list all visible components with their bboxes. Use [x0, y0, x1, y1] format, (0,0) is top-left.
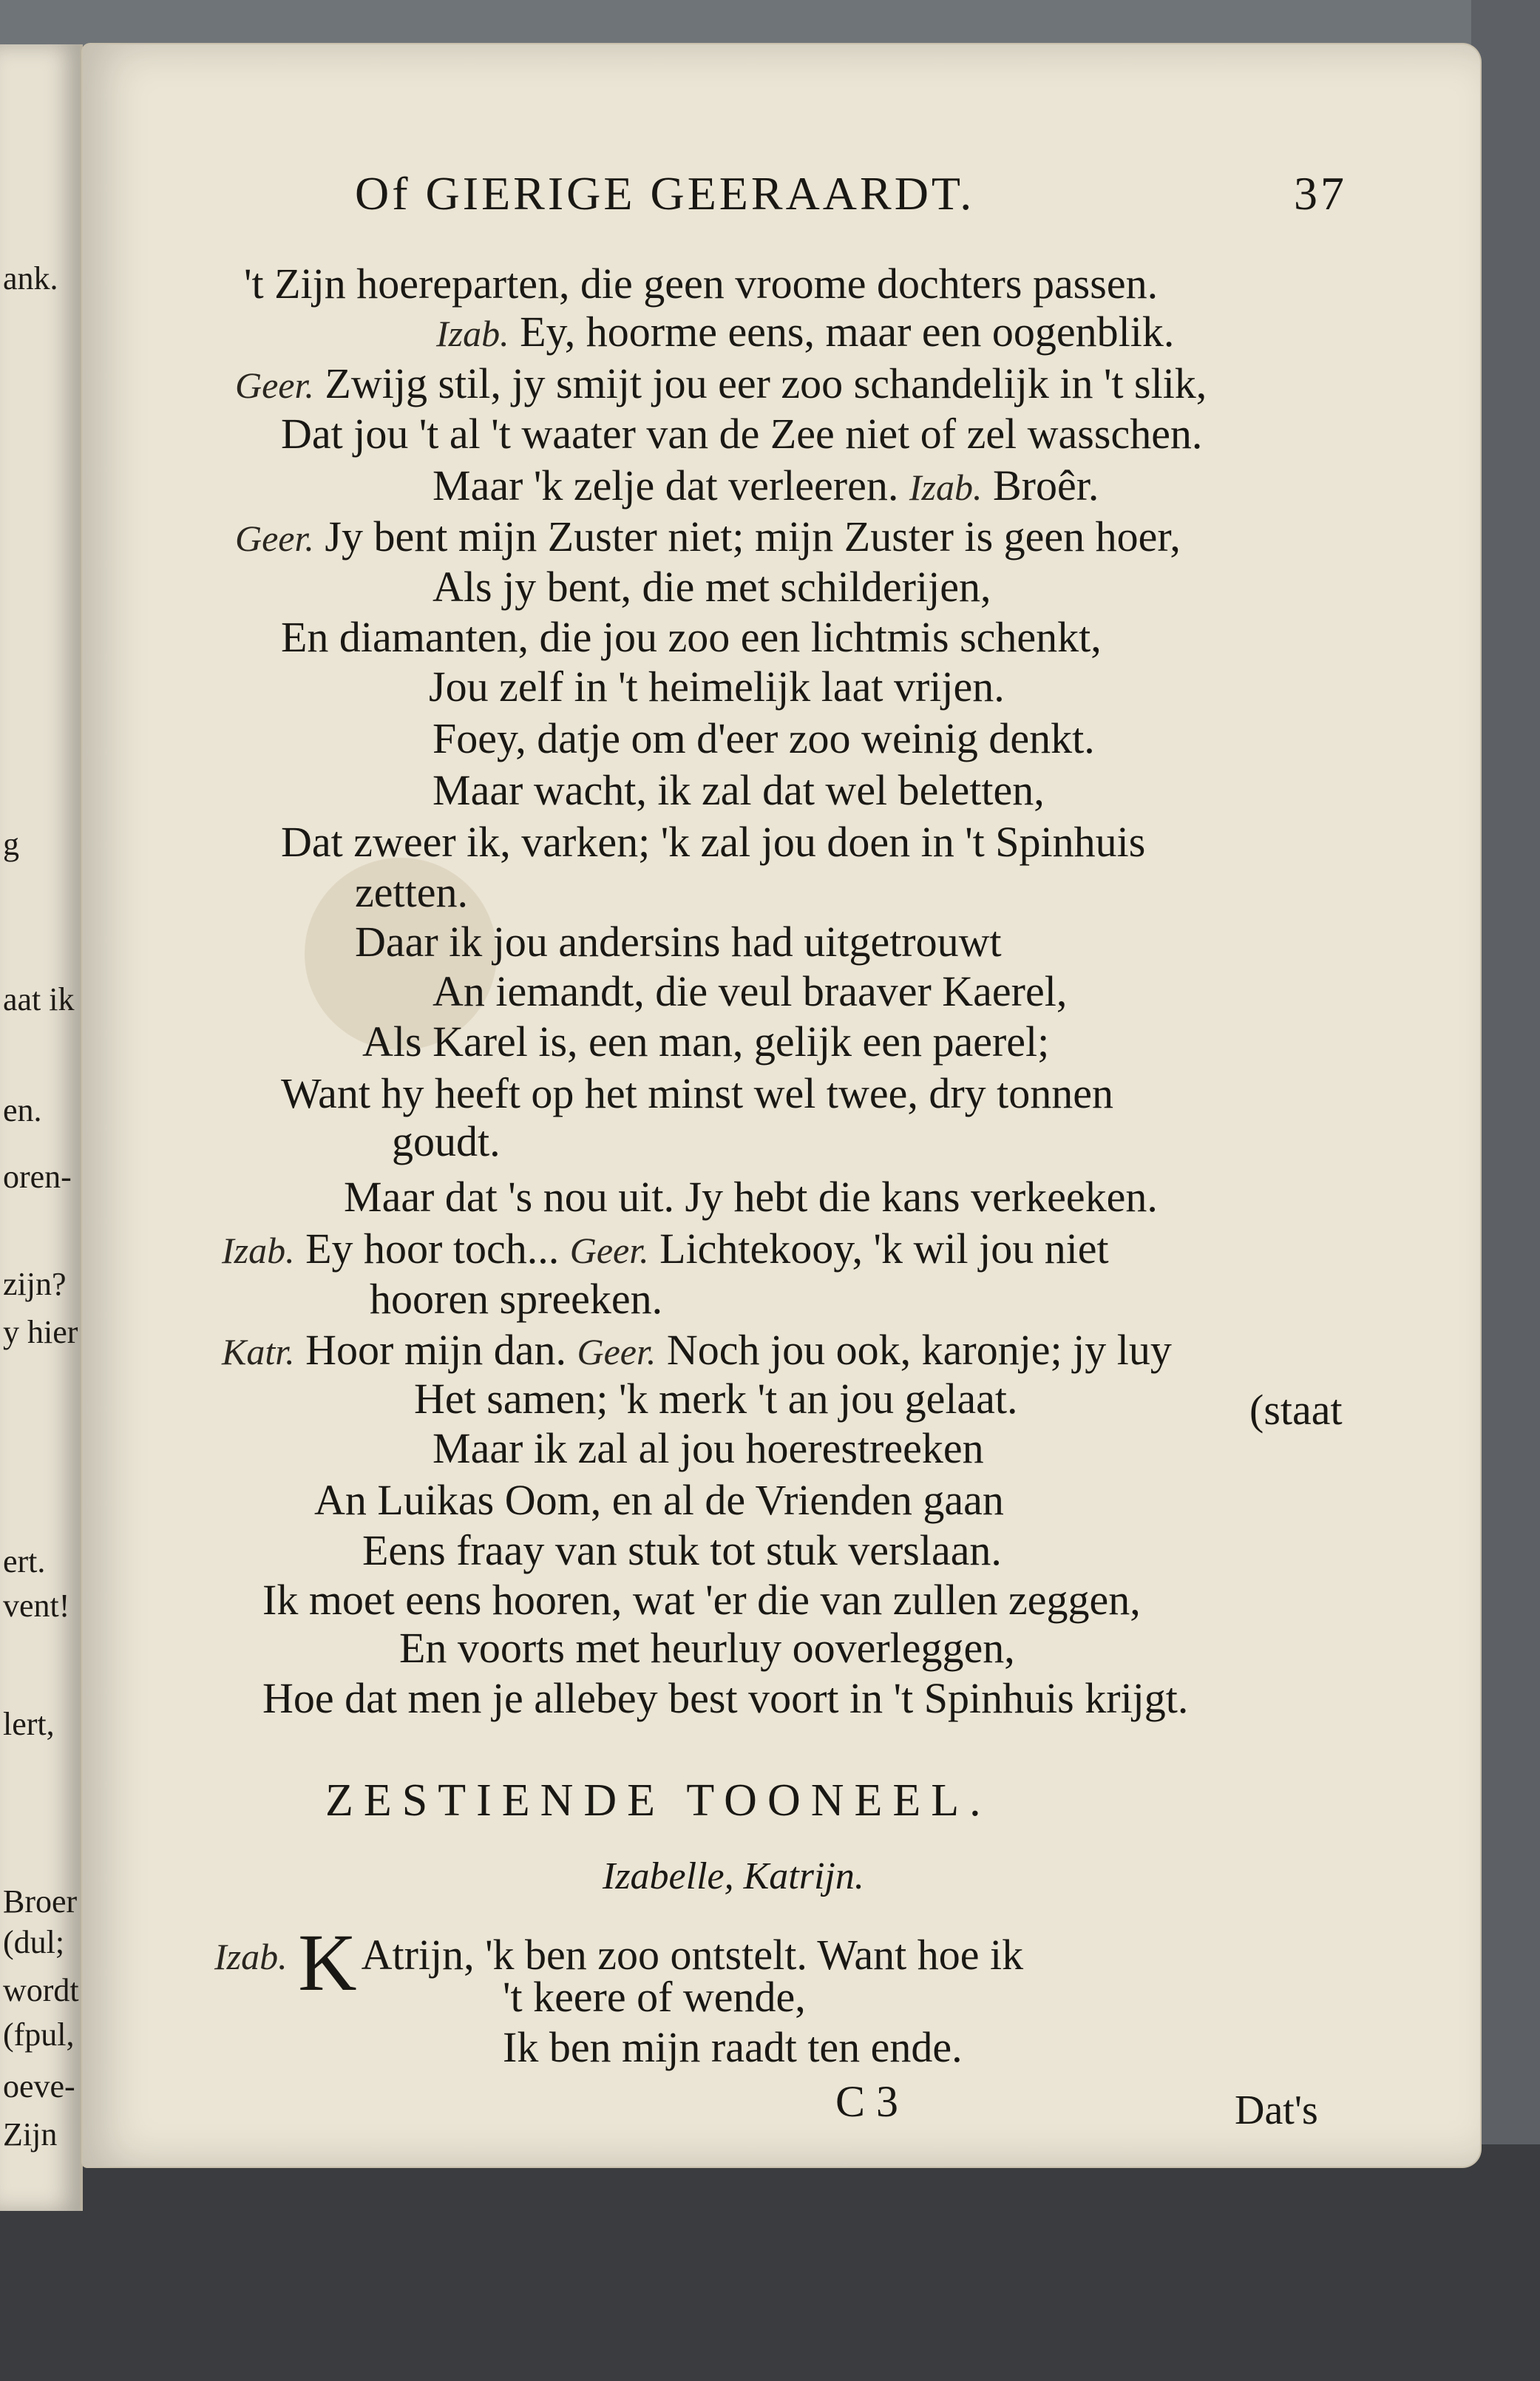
left-page-fragment: ert.	[3, 1543, 46, 1579]
speaker-label: Geer.	[577, 1331, 657, 1372]
verse-line: An Luikas Oom, en al de Vrienden gaan	[314, 1476, 1004, 1524]
left-page-fragment: g	[3, 826, 19, 862]
left-page-fragment: ank.	[3, 260, 58, 297]
verse-line: Als Karel is, een man, gelijk een paerel;	[362, 1017, 1050, 1066]
verse-line: Izab. K Atrijn, 'k ben zoo ontstelt. Want hoe ik	[214, 1917, 1024, 2008]
verse-line: Foey, datje om d'eer zoo weinig denkt.	[433, 714, 1095, 762]
verse-line: Geer. Jy bent mijn Zuster niet; mijn Zuster is geen hoer,	[235, 512, 1181, 560]
verse-line: Dat zweer ik, varken; 'k zal jou doen in 't Spinhuis	[281, 818, 1146, 866]
page-number: 37	[1294, 167, 1347, 220]
verse-line: Als jy bent, die met schilderijen,	[433, 563, 991, 611]
verse-line-turnover: (staat	[1249, 1386, 1343, 1434]
verse-line: Katr. Hoor mijn dan. Geer. Noch jou ook, karonje; jy luy	[222, 1326, 1172, 1374]
left-page-fragment: vent!	[3, 1588, 70, 1624]
left-page-fragment: en.	[3, 1092, 42, 1128]
left-page-fragment: (fpul,	[3, 2016, 75, 2053]
scene-heading: ZESTIENDE TOONEEL.	[325, 1775, 991, 1826]
verse-line: Ik ben mijn raadt ten ende.	[503, 2023, 963, 2071]
catchword: Dat's	[1235, 2087, 1318, 2133]
left-page-fragment: Broer	[3, 1883, 78, 1920]
verse-line: goudt.	[392, 1117, 501, 1165]
speaker-label: Izab.	[222, 1230, 295, 1271]
left-page-fragment: y hier	[3, 1314, 78, 1350]
left-page-fragment: zijn?	[3, 1266, 67, 1302]
verse-line: Izab. Ey hoor toch... Geer. Lichtekooy, 'k wil jou niet	[222, 1225, 1109, 1273]
speaker-label: Izab.	[436, 313, 509, 354]
speaker-label: Geer.	[235, 365, 314, 406]
signature-mark: C 3	[835, 2077, 899, 2126]
verse-line: Daar ik jou andersins had uitgetrouwt	[355, 918, 1002, 966]
drop-cap: K	[298, 1917, 357, 2008]
left-page-fragment: Zijn	[3, 2116, 58, 2153]
verse-line: Dat jou 't al 't waater van de Zee niet of zel wasschen.	[281, 410, 1203, 458]
verse-line: En voorts met heurluy ooverleggen,	[399, 1624, 1015, 1672]
left-page-fragment: aat ik	[3, 981, 75, 1017]
left-facing-page	[0, 44, 83, 2211]
verse-line: Geer. Zwijg stil, jy smijt jou eer zoo schandelijk in 't slik,	[235, 359, 1207, 407]
verse-line: 't keere of wende,	[503, 1973, 806, 2021]
verse-line: Jou zelf in 't heimelijk laat vrijen.	[429, 663, 1005, 711]
verse-line: Maar wacht, ik zal dat wel beletten,	[433, 766, 1045, 814]
left-page-fragment: lert,	[3, 1706, 55, 1742]
left-page-fragment: oeve-	[3, 2068, 75, 2104]
verse-line: Het samen; 'k merk 't an jou gelaat.	[414, 1375, 1018, 1423]
scene-characters: Izabelle, Katrijn.	[603, 1855, 864, 1897]
speaker-label: Katr.	[222, 1331, 295, 1372]
verse-line: 't Zijn hoereparten, die geen vroome dochters passen.	[244, 260, 1159, 308]
verse-line: Maar ik zal al jou hoerestreeken	[433, 1424, 984, 1472]
verse-line: Want hy heeft op het minst wel twee, dry tonnen	[281, 1069, 1114, 1117]
verse-line: Maar 'k zelje dat verleeren. Izab. Broêr.	[433, 461, 1099, 509]
verse-line: Eens fraay van stuk tot stuk verslaan.	[362, 1526, 1002, 1574]
left-page-fragment: (dul;	[3, 1924, 65, 1960]
verse-line: An iemandt, die veul braaver Kaerel,	[433, 967, 1068, 1015]
left-page-fragment: oren-	[3, 1159, 72, 1195]
speaker-label: Geer.	[235, 518, 314, 559]
verse-line: Hoe dat men je allebey best voort in 't Spinhuis krijgt.	[262, 1674, 1189, 1722]
page-header	[355, 137, 1464, 226]
verse-line: En diamanten, die jou zoo een lichtmis schenkt,	[281, 613, 1102, 661]
verse-line: hooren spreeken.	[370, 1275, 663, 1323]
running-title: Of GIERIGE GEERAARDT.	[355, 167, 975, 220]
speaker-label: Izab.	[909, 467, 983, 508]
verse-line: Izab. Ey, hoorme eens, maar een oogenblik.	[436, 308, 1175, 356]
verse-line: Maar dat 's nou uit. Jy hebt die kans verkeeken.	[344, 1173, 1158, 1221]
desk-background-bottom	[0, 2144, 1540, 2381]
book-cover-edge	[1471, 0, 1540, 2381]
verse-line: Ik moet eens hooren, wat 'er die van zullen zeggen,	[262, 1576, 1141, 1624]
left-page-fragment: wordt	[3, 1972, 79, 2008]
speaker-label: Geer.	[569, 1230, 649, 1271]
verse-line: zetten.	[355, 868, 468, 916]
speaker-label: Izab.	[214, 1936, 288, 1977]
